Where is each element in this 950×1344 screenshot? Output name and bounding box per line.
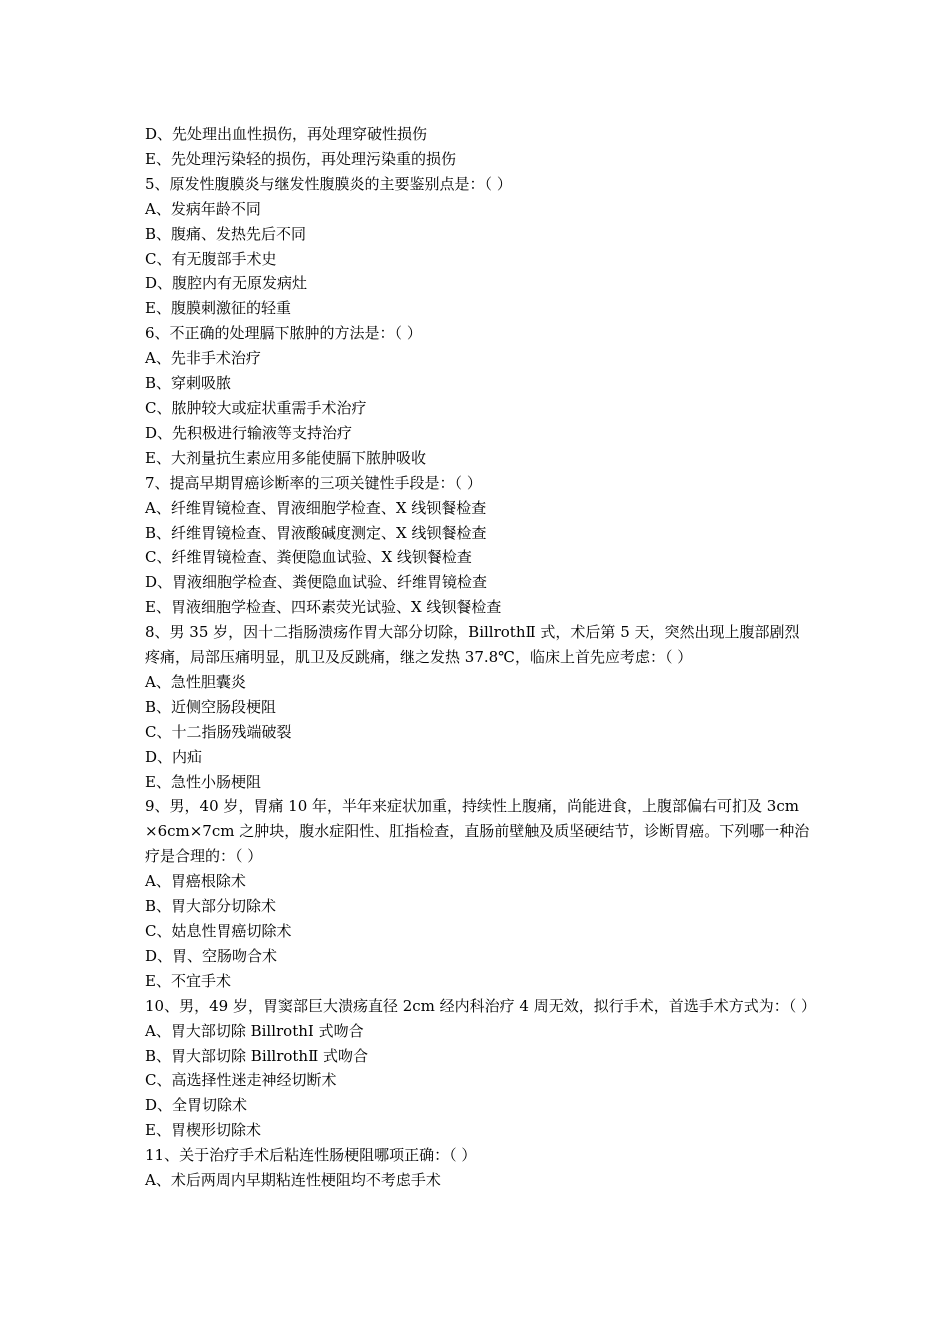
document-body [145, 122, 816, 1193]
text-line: A、急性胆囊炎 [145, 672, 246, 691]
text-line: D、先处理出血性损伤，再处理穿破性损伤 [145, 125, 428, 143]
text-line: D、胃液细胞学检查、粪便隐血试验、纤维胃镜检查 [145, 573, 488, 592]
text-line: 10、男，49 岁，胃窦部巨大溃疡直径 2cm 经内科治疗 4 周无效，拟行手术，首选手术方式为：（ ） [145, 996, 816, 1015]
text-line: C、高选择性迷走神经切断术 [145, 1071, 337, 1090]
text-line: E、胃液细胞学检查、四环素荧光试验、X 线钡餐检查 [145, 598, 502, 617]
text-line: B、胃大部分切除术 [145, 897, 277, 916]
text-line: E、急性小肠梗阻 [145, 772, 261, 791]
text-line: D、全胃切除术 [145, 1096, 248, 1115]
text-line: E、胃楔形切除术 [145, 1121, 261, 1140]
text-line: C、十二指肠残端破裂 [145, 722, 292, 741]
text-line: D、内疝 [145, 747, 203, 766]
text-line: A、胃癌根除术 [145, 872, 246, 891]
text-line: 6、不正确的处理膈下脓肿的方法是：（ ） [145, 324, 422, 343]
text-line: 9、男，40 岁，胃痛 10 年，半年来症状加重，持续性上腹痛，尚能进食，上腹部偏右可扪及 3cm×6cm×7cm 之肿块，腹水症阳性、肛指检查，直肠前壁触及质坚硬结节，诊断胃癌。下列哪一种治疗是合理的：（ ） [145, 797, 810, 866]
text-line: C、姑息性胃癌切除术 [145, 922, 292, 940]
text-line: A、先非手术治疗 [145, 349, 261, 368]
text-line: B、纤维胃镜检查、胃液酸碱度测定、X 线钡餐检查 [145, 523, 487, 542]
text-line: 7、提高早期胃癌诊断率的三项关键性手段是：（ ） [145, 473, 482, 492]
text-line: B、穿刺吸脓 [145, 374, 232, 393]
text-line: E、腹膜刺激征的轻重 [145, 299, 291, 318]
text-line: D、先积极进行输液等支持治疗 [145, 423, 353, 442]
text-line: D、腹腔内有无原发病灶 [145, 274, 308, 293]
text-line: B、胃大部切除 BillrothⅡ 式吻合 [145, 1046, 369, 1065]
text-line: C、纤维胃镜检查、粪便隐血试验、X 线钡餐检查 [145, 548, 472, 567]
text-line: C、有无腹部手术史 [145, 249, 277, 268]
text-line: A、术后两周内早期粘连性梗阻均不考虑手术 [145, 1171, 441, 1190]
text-line: E、先处理污染轻的损伤，再处理污染重的损伤 [145, 149, 456, 168]
text-line: A、纤维胃镜检查、胃液细胞学检查、X 线钡餐检查 [145, 498, 487, 517]
text-line: B、腹痛、发热先后不同 [145, 224, 307, 243]
text-line: 8、男 35 岁，因十二指肠溃疡作胃大部分切除，BillrothⅡ 式，术后第 5 天，突然出现上腹部剧烈疼痛，局部压痛明显，肌卫及反跳痛，继之发热 37.8℃，临床上首先应考虑：（ ） [145, 623, 800, 667]
text-line: E、大剂量抗生素应用多能使膈下脓肿吸收 [145, 448, 426, 467]
text-line: 5、原发性腹膜炎与继发性腹膜炎的主要鉴别点是：（ ） [145, 174, 512, 193]
text-line: B、近侧空肠段梗阻 [145, 697, 277, 716]
text-line: C、脓肿较大或症状重需手术治疗 [145, 398, 367, 417]
text-line: D、胃、空肠吻合术 [145, 946, 278, 965]
text-line: A、发病年龄不同 [145, 199, 261, 218]
text-line: 11、关于治疗手术后粘连性肠梗阻哪项正确：（ ） [145, 1146, 477, 1165]
text-line: E、不宜手术 [145, 971, 231, 990]
text-line: A、胃大部切除 BillrothⅠ 式吻合 [145, 1021, 364, 1040]
